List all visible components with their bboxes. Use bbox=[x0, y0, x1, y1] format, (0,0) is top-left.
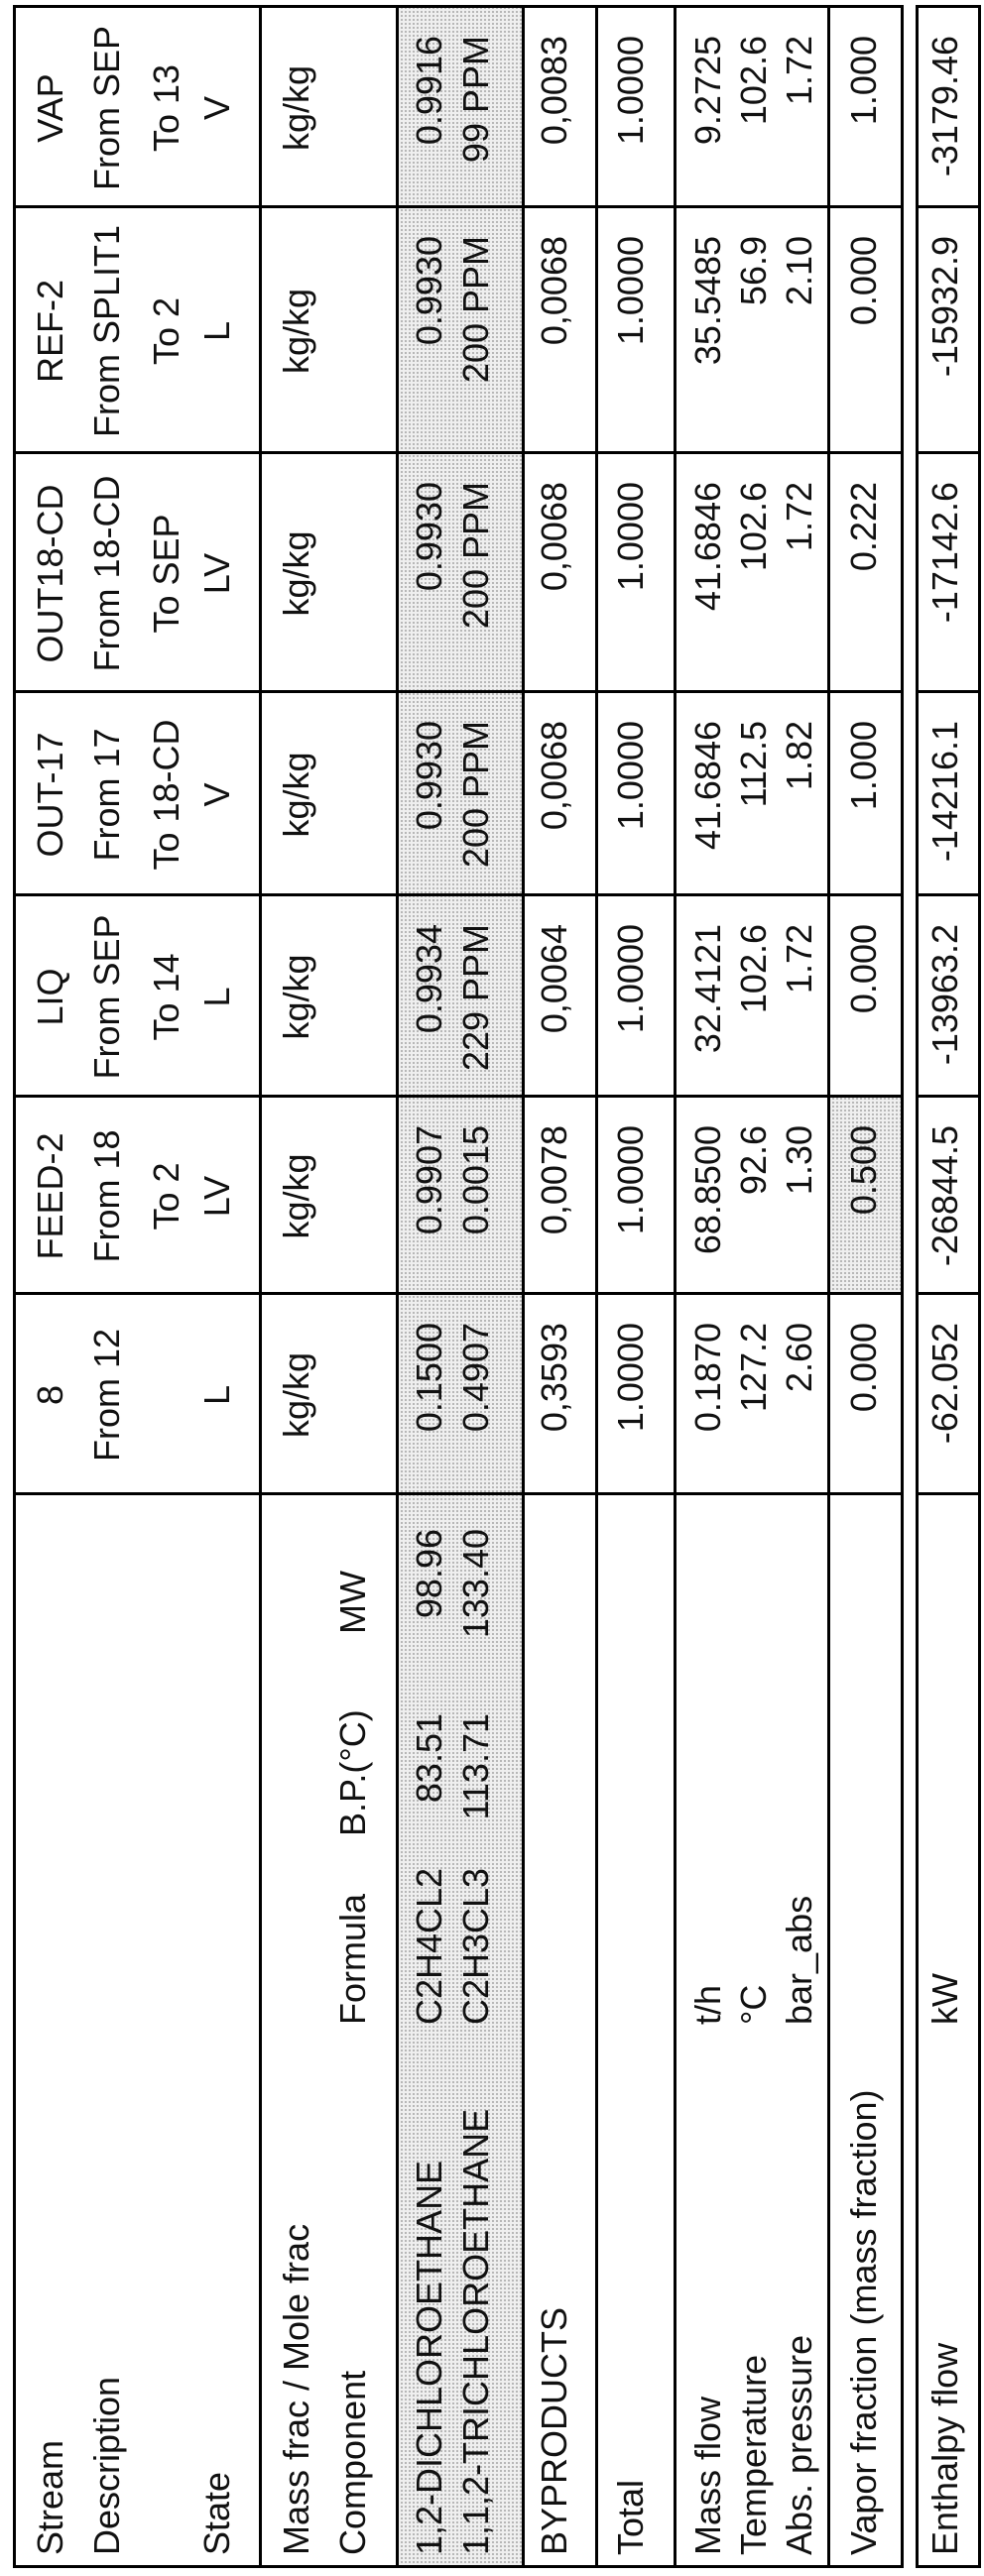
enthalpy-column-divider bbox=[916, 690, 981, 693]
enthalpy-column-divider bbox=[916, 2565, 981, 2568]
mass-flow-value: 32.4121 bbox=[688, 924, 728, 1053]
stream-unit: kg/kg bbox=[277, 8, 316, 208]
temperature-unit: °C bbox=[734, 1985, 774, 2025]
temperature-value: 112.5 bbox=[734, 721, 774, 807]
total-value: 1.0000 bbox=[611, 924, 651, 1033]
stream-to: To 2 bbox=[147, 208, 186, 454]
pressure-value: 1.82 bbox=[780, 721, 819, 790]
component-1-fraction: 0.9916 bbox=[410, 36, 449, 145]
vapor-fraction-label: Vapor fraction (mass fraction) bbox=[844, 2090, 884, 2556]
pressure-value: 1.72 bbox=[780, 482, 819, 551]
bp-header: B.P.(°C) bbox=[333, 1709, 373, 1836]
basis-label: Mass frac / Mole frac bbox=[277, 2224, 316, 2555]
stream-name: LIQ bbox=[31, 896, 70, 1098]
component-header: Component bbox=[333, 2371, 373, 2555]
stream-name: VAP bbox=[31, 8, 70, 208]
stream-state: V bbox=[197, 693, 237, 896]
stream-from: From SEP bbox=[87, 8, 127, 208]
total-value: 1.0000 bbox=[611, 1125, 651, 1234]
stream-column-out-17 bbox=[0, 693, 984, 896]
row-divider bbox=[595, 5, 598, 2568]
stream-state: LV bbox=[197, 454, 237, 693]
enthalpy-column-divider bbox=[916, 1292, 981, 1295]
component-2-fraction: 200 PPM bbox=[456, 236, 496, 383]
temperature-value: 102.6 bbox=[734, 36, 774, 125]
pressure-label: Abs. pressure bbox=[780, 2335, 819, 2555]
stream-state: L bbox=[197, 896, 237, 1098]
enthalpy-column-divider bbox=[916, 1095, 981, 1098]
stream-column-liq bbox=[0, 896, 984, 1098]
byproducts-label: BYPRODUCTS bbox=[535, 2307, 574, 2555]
temperature-value: 127.2 bbox=[734, 1323, 774, 1412]
enthalpy-value: -17142.6 bbox=[925, 482, 965, 623]
formula-header: Formula bbox=[333, 1894, 373, 2025]
stream-name: 8 bbox=[31, 1295, 70, 1495]
stream-from: From 18 bbox=[87, 1098, 127, 1295]
component-1-fraction: 0.1500 bbox=[410, 1323, 449, 1432]
component-2-fraction: 200 PPM bbox=[456, 482, 496, 629]
component-mw: 98.96 bbox=[410, 1529, 449, 1618]
row-divider bbox=[396, 5, 399, 2568]
stream-state: LV bbox=[197, 1098, 237, 1295]
total-value: 1.0000 bbox=[611, 482, 651, 591]
temperature-value: 56.9 bbox=[734, 236, 774, 305]
stream-name: FEED-2 bbox=[31, 1098, 70, 1295]
stream-unit: kg/kg bbox=[277, 896, 316, 1098]
temperature-value: 92.6 bbox=[734, 1125, 774, 1195]
byproducts-value: 0,3593 bbox=[535, 1323, 574, 1432]
component-1-fraction: 0.9907 bbox=[410, 1125, 449, 1234]
stream-state: V bbox=[197, 8, 237, 208]
mass-flow-value: 0.1870 bbox=[688, 1323, 728, 1432]
mass-flow-label: Mass flow bbox=[688, 2397, 728, 2555]
component-name: 1,1,2-TRICHLOROETHANE bbox=[456, 2109, 496, 2555]
vapor-fraction-value: 0.222 bbox=[844, 482, 884, 571]
mass-flow-value: 41.6846 bbox=[688, 482, 728, 611]
component-2-fraction: 229 PPM bbox=[456, 924, 496, 1071]
stream-column-feed-2 bbox=[0, 1098, 984, 1295]
row-divider bbox=[259, 5, 262, 2568]
enthalpy-value: -15932.9 bbox=[925, 236, 965, 377]
stream-table bbox=[0, 0, 984, 2576]
pressure-value: 1.30 bbox=[780, 1125, 819, 1195]
stream-to: To 18-CD bbox=[147, 693, 186, 896]
stream-unit: kg/kg bbox=[277, 454, 316, 693]
component-1-fraction: 0.9930 bbox=[410, 236, 449, 345]
total-value: 1.0000 bbox=[611, 721, 651, 830]
component-mw: 133.40 bbox=[456, 1529, 496, 1638]
temperature-value: 102.6 bbox=[734, 482, 774, 571]
vapor-fraction-value: 0.000 bbox=[844, 924, 884, 1013]
component-1-fraction: 0.9930 bbox=[410, 721, 449, 830]
component-2-fraction: 99 PPM bbox=[456, 36, 496, 163]
enthalpy-column-divider bbox=[916, 205, 981, 208]
byproducts-value: 0,0083 bbox=[535, 36, 574, 145]
stream-from: From 17 bbox=[87, 693, 127, 896]
column-divider bbox=[13, 1292, 904, 1295]
stream-unit: kg/kg bbox=[277, 208, 316, 454]
stream-unit: kg/kg bbox=[277, 1295, 316, 1495]
component-1-fraction: 0.9934 bbox=[410, 924, 449, 1033]
enthalpy-column-divider bbox=[916, 5, 981, 8]
enthalpy-value: -14216.1 bbox=[925, 721, 965, 862]
component-name: 1,2-DICHLOROETHANE bbox=[410, 2161, 449, 2555]
component-formula: C2H3CL3 bbox=[456, 1868, 496, 2025]
vapor-fraction-value: 1.000 bbox=[844, 36, 884, 125]
total-value: 1.0000 bbox=[611, 1323, 651, 1432]
stream-name: REF-2 bbox=[31, 208, 70, 454]
column-divider bbox=[13, 5, 904, 8]
component-formula: C2H4CL2 bbox=[410, 1868, 449, 2025]
stream-column-out18-cd bbox=[0, 454, 984, 693]
row-divider bbox=[674, 5, 676, 2568]
stream-from: From SPLIT1 bbox=[87, 208, 127, 454]
enthalpy-value: -13963.2 bbox=[925, 924, 965, 1065]
column-divider bbox=[13, 690, 904, 693]
description-label: Description bbox=[87, 2377, 127, 2555]
component-1-fraction: 0.9930 bbox=[410, 482, 449, 591]
enthalpy-value: -26844.5 bbox=[925, 1125, 965, 1266]
stream-from: From 12 bbox=[87, 1295, 127, 1495]
pressure-value: 2.60 bbox=[780, 1323, 819, 1392]
stream-label: Stream bbox=[31, 2440, 70, 2555]
total-value: 1.0000 bbox=[611, 236, 651, 345]
component-2-fraction: 200 PPM bbox=[456, 721, 496, 868]
stream-column-8 bbox=[0, 1295, 984, 1495]
vapor-fraction-value: 0.000 bbox=[844, 236, 884, 325]
component-2-fraction: 0.4907 bbox=[456, 1323, 496, 1432]
enthalpy-column-divider bbox=[916, 1492, 981, 1495]
stream-to: To 2 bbox=[147, 1098, 186, 1295]
component-2-fraction: 0.0015 bbox=[456, 1125, 496, 1234]
stream-state: L bbox=[197, 208, 237, 454]
mw-header: MW bbox=[333, 1571, 373, 1634]
byproducts-value: 0,0064 bbox=[535, 924, 574, 1033]
byproducts-value: 0,0068 bbox=[535, 721, 574, 830]
stream-to: To SEP bbox=[147, 454, 186, 693]
stream-column-ref-2 bbox=[0, 208, 984, 454]
row-divider bbox=[901, 5, 904, 2568]
stream-name: OUT18-CD bbox=[31, 454, 70, 693]
mass-flow-value: 41.6846 bbox=[688, 721, 728, 850]
column-divider bbox=[13, 451, 904, 454]
row-divider bbox=[827, 5, 830, 2568]
row-divider bbox=[13, 5, 16, 2568]
column-divider bbox=[13, 893, 904, 896]
column-divider bbox=[13, 205, 904, 208]
byproducts-value: 0,0068 bbox=[535, 236, 574, 345]
state-label: State bbox=[197, 2472, 237, 2555]
vapor-fraction-value: 0.500 bbox=[844, 1125, 884, 1215]
stream-name: OUT-17 bbox=[31, 693, 70, 896]
stream-state: L bbox=[197, 1295, 237, 1495]
mass-flow-value: 68.8500 bbox=[688, 1125, 728, 1254]
row-divider bbox=[522, 5, 525, 2568]
temperature-label: Temperature bbox=[734, 2355, 774, 2555]
stream-unit: kg/kg bbox=[277, 1098, 316, 1295]
byproducts-value: 0,0078 bbox=[535, 1125, 574, 1234]
byproducts-value: 0,0068 bbox=[535, 482, 574, 591]
temperature-value: 102.6 bbox=[734, 924, 774, 1013]
enthalpy-unit: kW bbox=[925, 1973, 965, 2025]
total-label: Total bbox=[611, 2480, 651, 2555]
stream-from: From SEP bbox=[87, 896, 127, 1098]
column-divider bbox=[13, 1492, 904, 1495]
column-divider bbox=[13, 1095, 904, 1098]
pressure-unit: bar_abs bbox=[780, 1896, 819, 2025]
total-value: 1.0000 bbox=[611, 36, 651, 145]
pressure-value: 1.72 bbox=[780, 924, 819, 994]
stream-from: From 18-CD bbox=[87, 454, 127, 693]
enthalpy-column-divider bbox=[916, 451, 981, 454]
column-divider bbox=[13, 2565, 904, 2568]
enthalpy-label: Enthalpy flow bbox=[925, 2343, 965, 2555]
mass-flow-value: 35.5485 bbox=[688, 236, 728, 365]
component-bp: 83.51 bbox=[410, 1713, 449, 1803]
mass-flow-value: 9.2725 bbox=[688, 36, 728, 145]
component-bp: 113.71 bbox=[456, 1713, 496, 1819]
pressure-value: 2.10 bbox=[780, 236, 819, 305]
enthalpy-row-top bbox=[916, 5, 919, 2568]
vapor-fraction-value: 1.000 bbox=[844, 721, 884, 810]
stream-to: To 14 bbox=[147, 896, 186, 1098]
enthalpy-row-bottom bbox=[978, 5, 981, 2568]
stream-unit: kg/kg bbox=[277, 693, 316, 896]
enthalpy-value: -62.052 bbox=[925, 1323, 965, 1444]
pressure-value: 1.72 bbox=[780, 36, 819, 105]
enthalpy-column-divider bbox=[916, 893, 981, 896]
vapor-fraction-value: 0.000 bbox=[844, 1323, 884, 1412]
stream-to: To 13 bbox=[147, 8, 186, 208]
stream-column-vap bbox=[0, 8, 984, 208]
enthalpy-value: -3179.46 bbox=[925, 36, 965, 176]
mass-flow-unit: t/h bbox=[688, 1985, 728, 2025]
